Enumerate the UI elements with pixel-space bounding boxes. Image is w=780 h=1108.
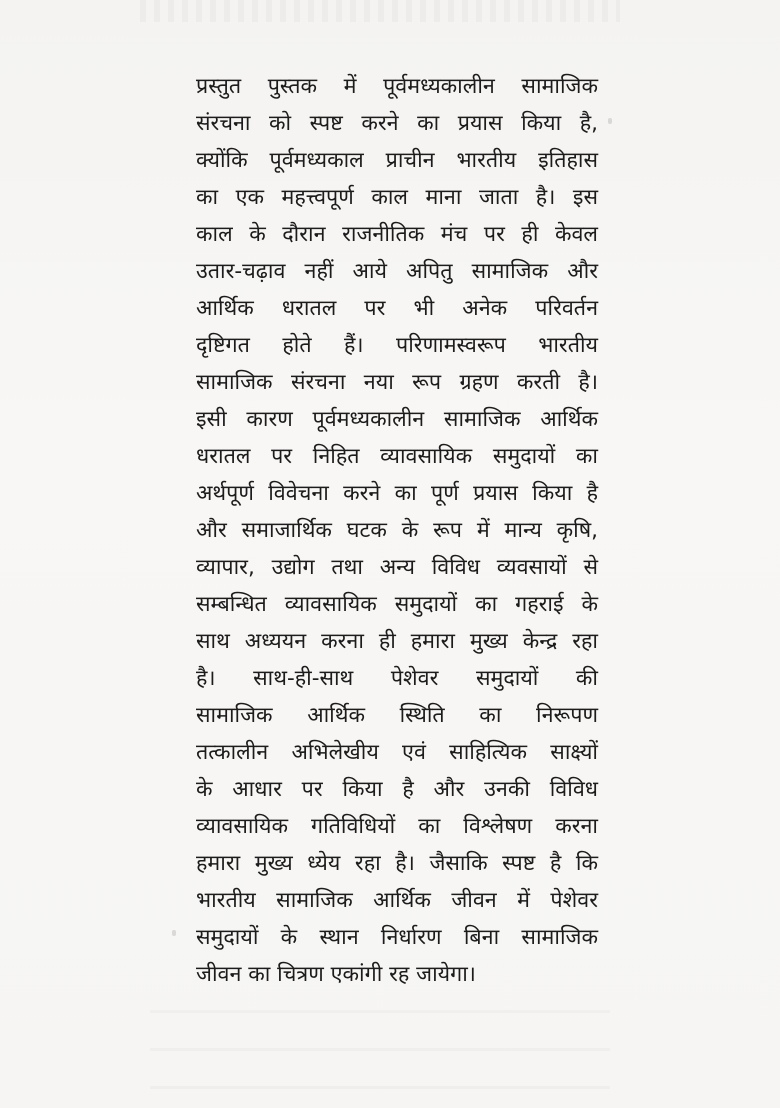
paragraph-line: सम्बन्धित व्यावसायिक समुदायों का गहराई के (196, 592, 598, 617)
paragraph-line: अर्थपूर्ण विवेचना करने का पूर्ण प्रयास किया है (196, 481, 598, 506)
paragraph-line: व्यापार, उद्योग तथा अन्य विविध व्यवसायों से (196, 555, 598, 580)
paragraph-line: तत्कालीन अभिलेखीय एवं साहित्यिक साक्ष्यों (196, 740, 598, 765)
paragraph-line: उतार-चढ़ाव नहीं आये अपितु सामाजिक और (196, 259, 598, 284)
paragraph-line: सामाजिक संरचना नया रूप ग्रहण करती है। (196, 370, 598, 395)
paragraph-line: आर्थिक धरातल पर भी अनेक परिवर्तन (196, 296, 598, 321)
paragraph-line: क्योंकि पूर्वमध्यकाल प्राचीन भारतीय इतिहास (196, 148, 598, 173)
paragraph-line: और समाजार्थिक घटक के रूप में मान्य कृषि, (196, 518, 598, 543)
paragraph-line: का एक महत्त्वपूर्ण काल माना जाता है। इस (196, 185, 598, 210)
show-through-text-top (140, 0, 620, 22)
paragraph-line: है। साथ-ही-साथ पेशेवर समुदायों की (196, 666, 598, 691)
scan-speck (172, 930, 176, 936)
paragraph-line: काल के दौरान राजनीतिक मंच पर ही केवल (196, 222, 598, 247)
paragraph-line: हमारा मुख्य ध्येय रहा है। जैसाकि स्पष्ट है कि (196, 851, 598, 876)
body-paragraph (196, 68, 598, 993)
paragraph-line: इसी कारण पूर्वमध्यकालीन सामाजिक आर्थिक (196, 407, 598, 432)
paragraph-line: धरातल पर निहित व्यावसायिक समुदायों का (196, 444, 598, 469)
paragraph-line: समुदायों के स्थान निर्धारण बिना सामाजिक (196, 925, 598, 950)
paragraph-line: दृष्टिगत होते हैं। परिणामस्वरूप भारतीय (196, 333, 598, 358)
paragraph-line: जीवन का चित्रण एकांगी रह जायेगा। (196, 962, 476, 987)
paragraph-line: संरचना को स्पष्ट करने का प्रयास किया है, (196, 111, 598, 136)
paragraph-line: व्यावसायिक गतिविधियों का विश्लेषण करना (196, 814, 598, 839)
scan-speck (608, 118, 612, 124)
paragraph-line: साथ अध्ययन करना ही हमारा मुख्य केन्द्र रहा (196, 629, 598, 654)
paragraph-line: प्रस्तुत पुस्तक में पूर्वमध्यकालीन सामाजिक (196, 74, 598, 99)
paragraph-line: भारतीय सामाजिक आर्थिक जीवन में पेशेवर (196, 888, 598, 913)
paragraph-line: के आधार पर किया है और उनकी विविध (196, 777, 598, 802)
paragraph-line: सामाजिक आर्थिक स्थिति का निरूपण (196, 703, 598, 728)
show-through-text-bottom (150, 1010, 610, 1106)
